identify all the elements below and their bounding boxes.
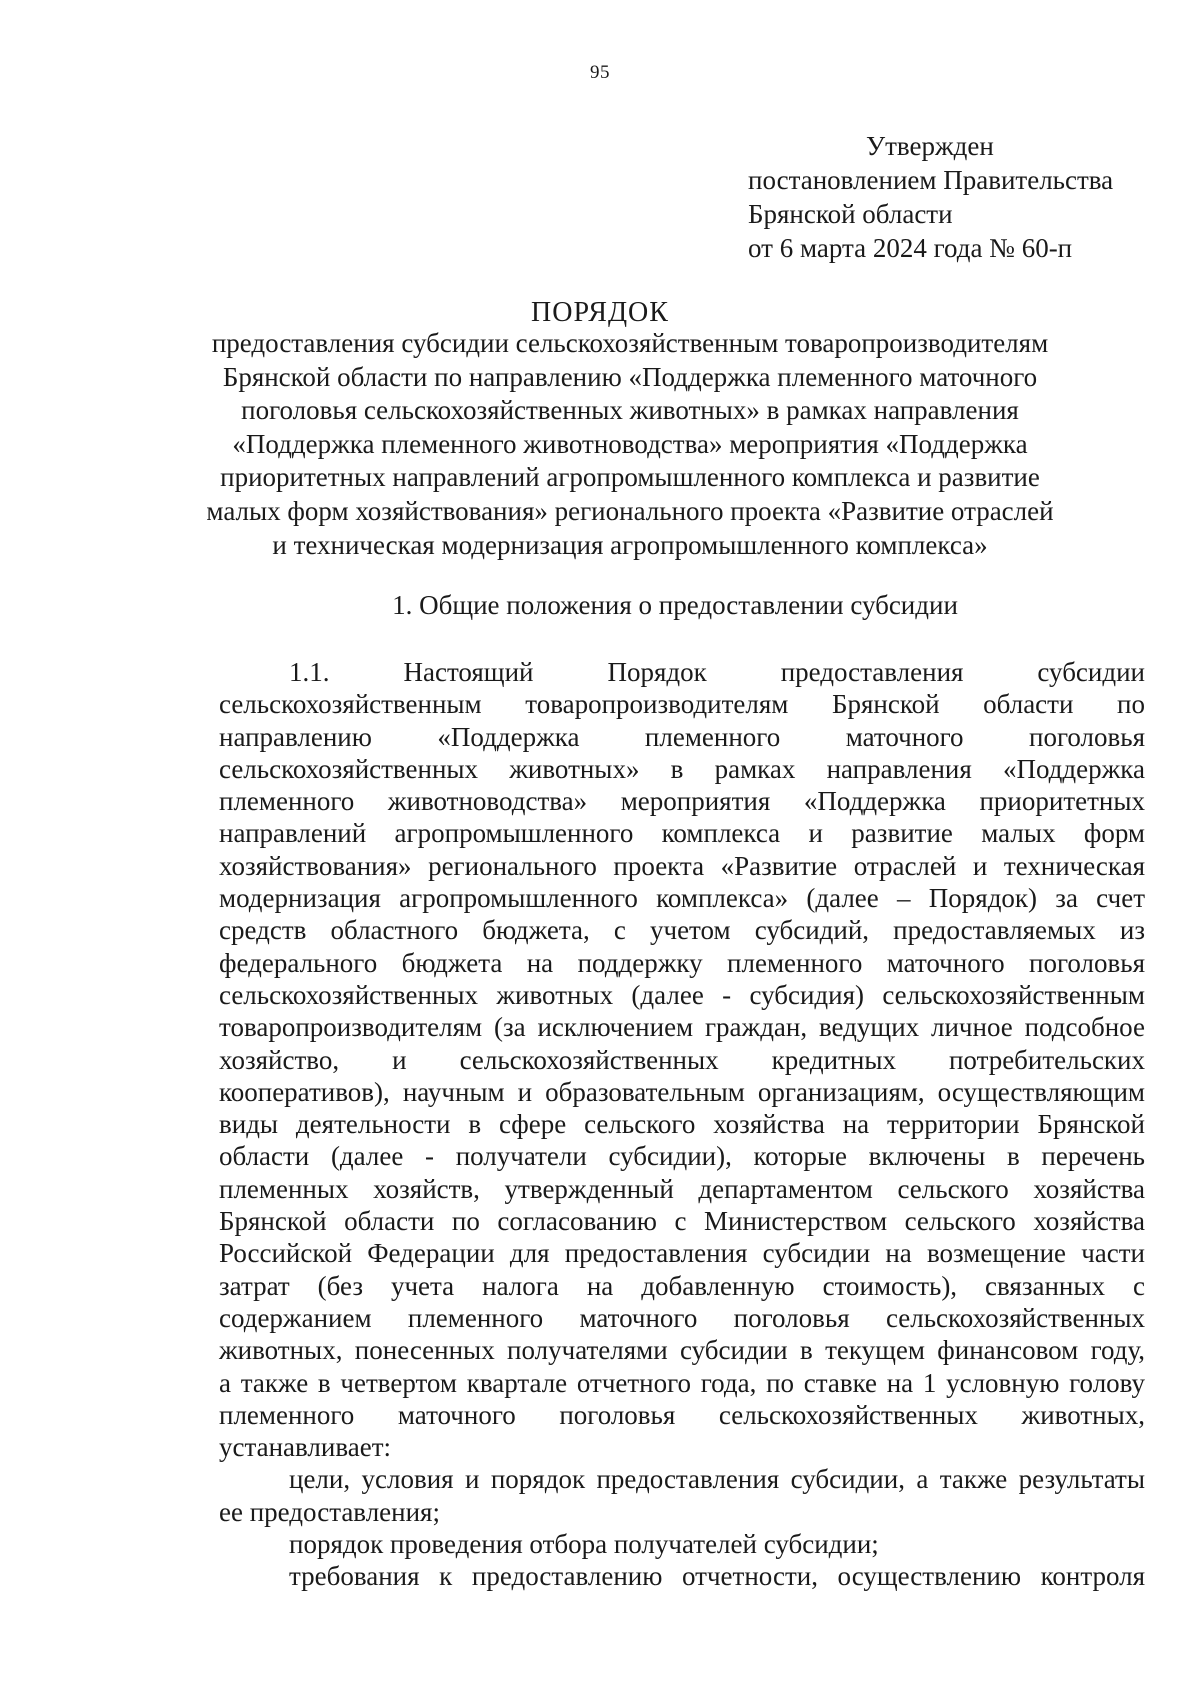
subtitle-line: приоритетных направлений агропромышленного комплекса и развитие — [220, 462, 1040, 493]
section-heading: 1. Общие положения о предоставлении субсидии — [392, 590, 958, 620]
body-line: товаропроизводителям (за исключением граждан, ведущих личное подсобное — [219, 1012, 1145, 1043]
body-paragraph — [219, 656, 1145, 1593]
body-line: племенного животноводства» мероприятия «Поддержка приоритетных — [219, 786, 1145, 817]
body-line: содержанием племенного маточного поголовья сельскохозяйственных — [219, 1302, 1145, 1333]
body-line: а также в четвертом квартале отчетного года, по ставке на 1 условную голову — [219, 1367, 1145, 1398]
approval-line: постановлением Правительства — [748, 165, 1114, 195]
body-line: виды деятельности в сфере сельского хозяйства на территории Брянской — [219, 1109, 1145, 1140]
approval-line: Утвержден — [866, 131, 994, 161]
body-line: 1.1. Настоящий Порядок предоставления субсидии — [289, 657, 1145, 687]
body-line: Российской Федерации для предоставления субсидии на возмещение части — [219, 1238, 1145, 1269]
document-title: ПОРЯДОК — [531, 297, 669, 328]
body-line: сельскохозяйственным товаропроизводителям Брянской области по — [219, 689, 1145, 720]
body-line: устанавливает: — [219, 1432, 392, 1463]
body-line: животных, понесенных получателями субсидии в текущем финансовом году, — [219, 1335, 1145, 1366]
body-line: племенных хозяйств, утвержденный департаментом сельского хозяйства — [219, 1173, 1145, 1204]
body-line: затрат (без учета налога на добавленную стоимость), связанных с — [219, 1270, 1145, 1301]
subtitle-line: и техническая модернизация агропромышленного комплекса» — [272, 529, 988, 560]
body-line: области (далее - получатели субсидии), которые включены в перечень — [219, 1141, 1145, 1172]
subtitle-line: малых форм хозяйствования» регионального проекта «Развитие отраслей — [206, 495, 1054, 526]
body-line: хозяйство, и сельскохозяйственных кредитных потребительских — [219, 1044, 1145, 1075]
body-line: сельскохозяйственных животных» в рамках направления «Поддержка — [219, 753, 1145, 784]
subtitle-line: Брянской области по направлению «Поддержка племенного маточного — [222, 361, 1038, 392]
body-line: направлений агропромышленного комплекса и развитие малых форм — [219, 818, 1145, 849]
approval-line: от 6 марта 2024 года № 60-п — [748, 233, 1073, 263]
body-line: направлению «Поддержка племенного маточного поголовья — [219, 721, 1145, 752]
body-line: средств областного бюджета, с учетом субсидий, предоставляемых из — [219, 915, 1145, 946]
approval-stamp-block — [748, 129, 1168, 265]
body-line: модернизация агропромышленного комплекса» (далее – Порядок) за счет — [219, 883, 1145, 914]
body-line: кооперативов), научным и образовательным организациям, осуществляющим — [219, 1076, 1145, 1107]
body-line: Брянской области по согласованию с Министерством сельского хозяйства — [219, 1206, 1145, 1237]
body-line: хозяйствования» регионального проекта «Развитие отраслей и техническая — [219, 850, 1145, 881]
body-line: порядок проведения отбора получателей субсидии; — [289, 1529, 879, 1560]
body-line: федерального бюджета на поддержку племенного маточного поголовья — [219, 947, 1145, 978]
subtitle-line: предоставления субсидии сельскохозяйственным товаропроизводителям — [211, 328, 1049, 358]
body-line: племенного маточного поголовья сельскохозяйственных животных, — [219, 1399, 1145, 1430]
page-number: 95 — [590, 62, 610, 83]
body-line: ее предоставления; — [219, 1496, 440, 1527]
approval-line: Брянской области — [748, 199, 953, 229]
body-line: сельскохозяйственных животных (далее - субсидия) сельскохозяйственным — [219, 979, 1145, 1010]
subtitle-line: поголовья сельскохозяйственных животных» в рамках направления — [241, 395, 1019, 426]
subtitle-line: «Поддержка племенного животноводства» мероприятия «Поддержка — [232, 428, 1028, 459]
body-line: требования к предоставлению отчетности, осуществлению контроля — [289, 1561, 1145, 1592]
document-subtitle — [150, 327, 1110, 562]
body-line: цели, условия и порядок предоставления субсидии, а также результаты — [289, 1464, 1145, 1495]
